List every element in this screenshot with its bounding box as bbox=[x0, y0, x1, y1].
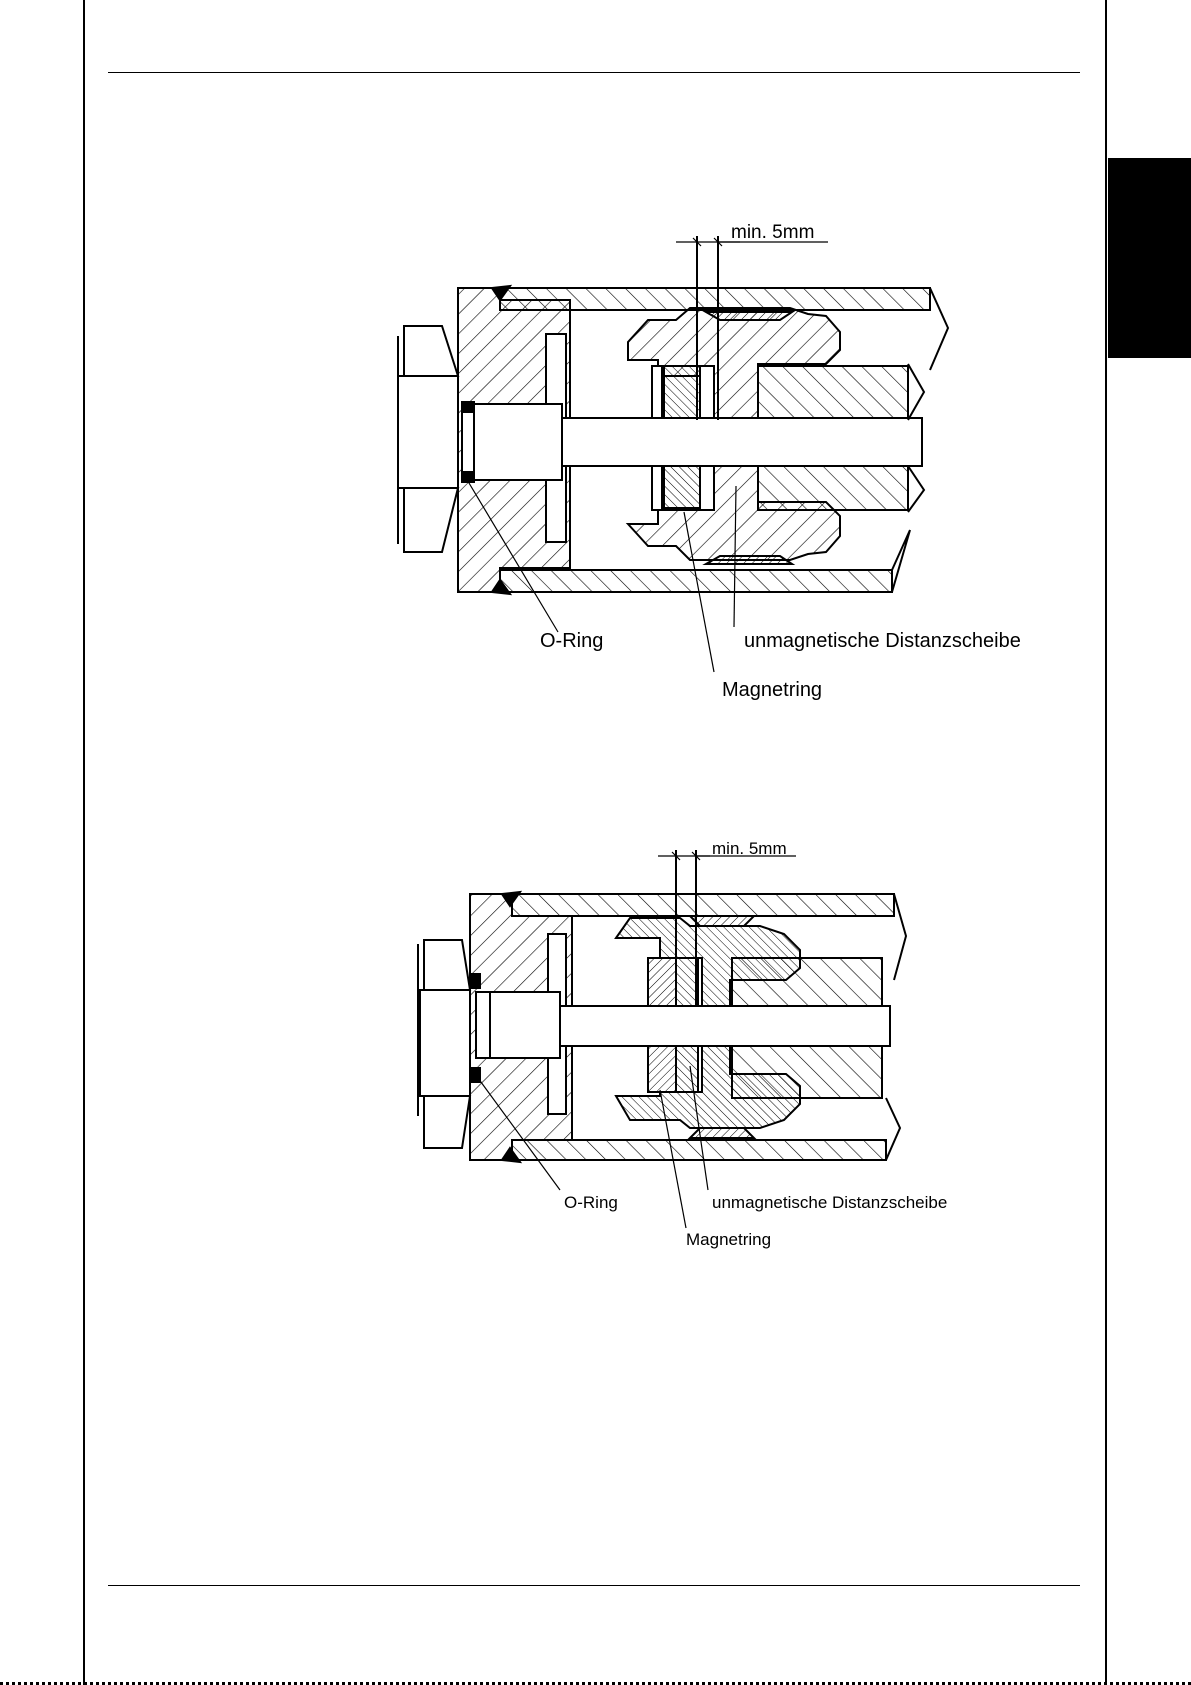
piston-rod bbox=[560, 1006, 890, 1046]
dimension-label: min. 5mm bbox=[731, 222, 815, 243]
o-ring-label: O-Ring bbox=[540, 630, 604, 652]
spacer-label: unmagnetische Distanzscheibe bbox=[712, 1193, 948, 1212]
rod-stud bbox=[488, 992, 560, 1058]
magnet-ring-label: Magnetring bbox=[686, 1230, 772, 1249]
rod-sleeve-top bbox=[732, 958, 882, 1006]
footer-rule bbox=[108, 1585, 1080, 1586]
magnet-ring-bottom bbox=[648, 1046, 676, 1092]
magnet-ring-top bbox=[648, 958, 676, 1006]
spacer-disc-top bbox=[676, 958, 698, 1006]
o-ring-label: O-Ring bbox=[564, 1193, 618, 1212]
dimension-label: min. 5mm bbox=[712, 839, 787, 858]
tube-wall-bottom bbox=[512, 1140, 886, 1160]
magnet-ring-label: Magnetring bbox=[722, 679, 823, 701]
piston-seal-top bbox=[690, 916, 754, 926]
tube-wall-top bbox=[512, 894, 894, 916]
spacer-label: unmagnetische Distanzscheibe bbox=[744, 630, 1021, 652]
hex-nut bbox=[418, 940, 470, 1148]
rod-sleeve-bottom bbox=[732, 1046, 882, 1098]
spacer-disc-bottom bbox=[676, 1046, 698, 1092]
o-ring-seal-bottom bbox=[470, 1068, 480, 1082]
o-ring-seal-top bbox=[470, 974, 480, 988]
